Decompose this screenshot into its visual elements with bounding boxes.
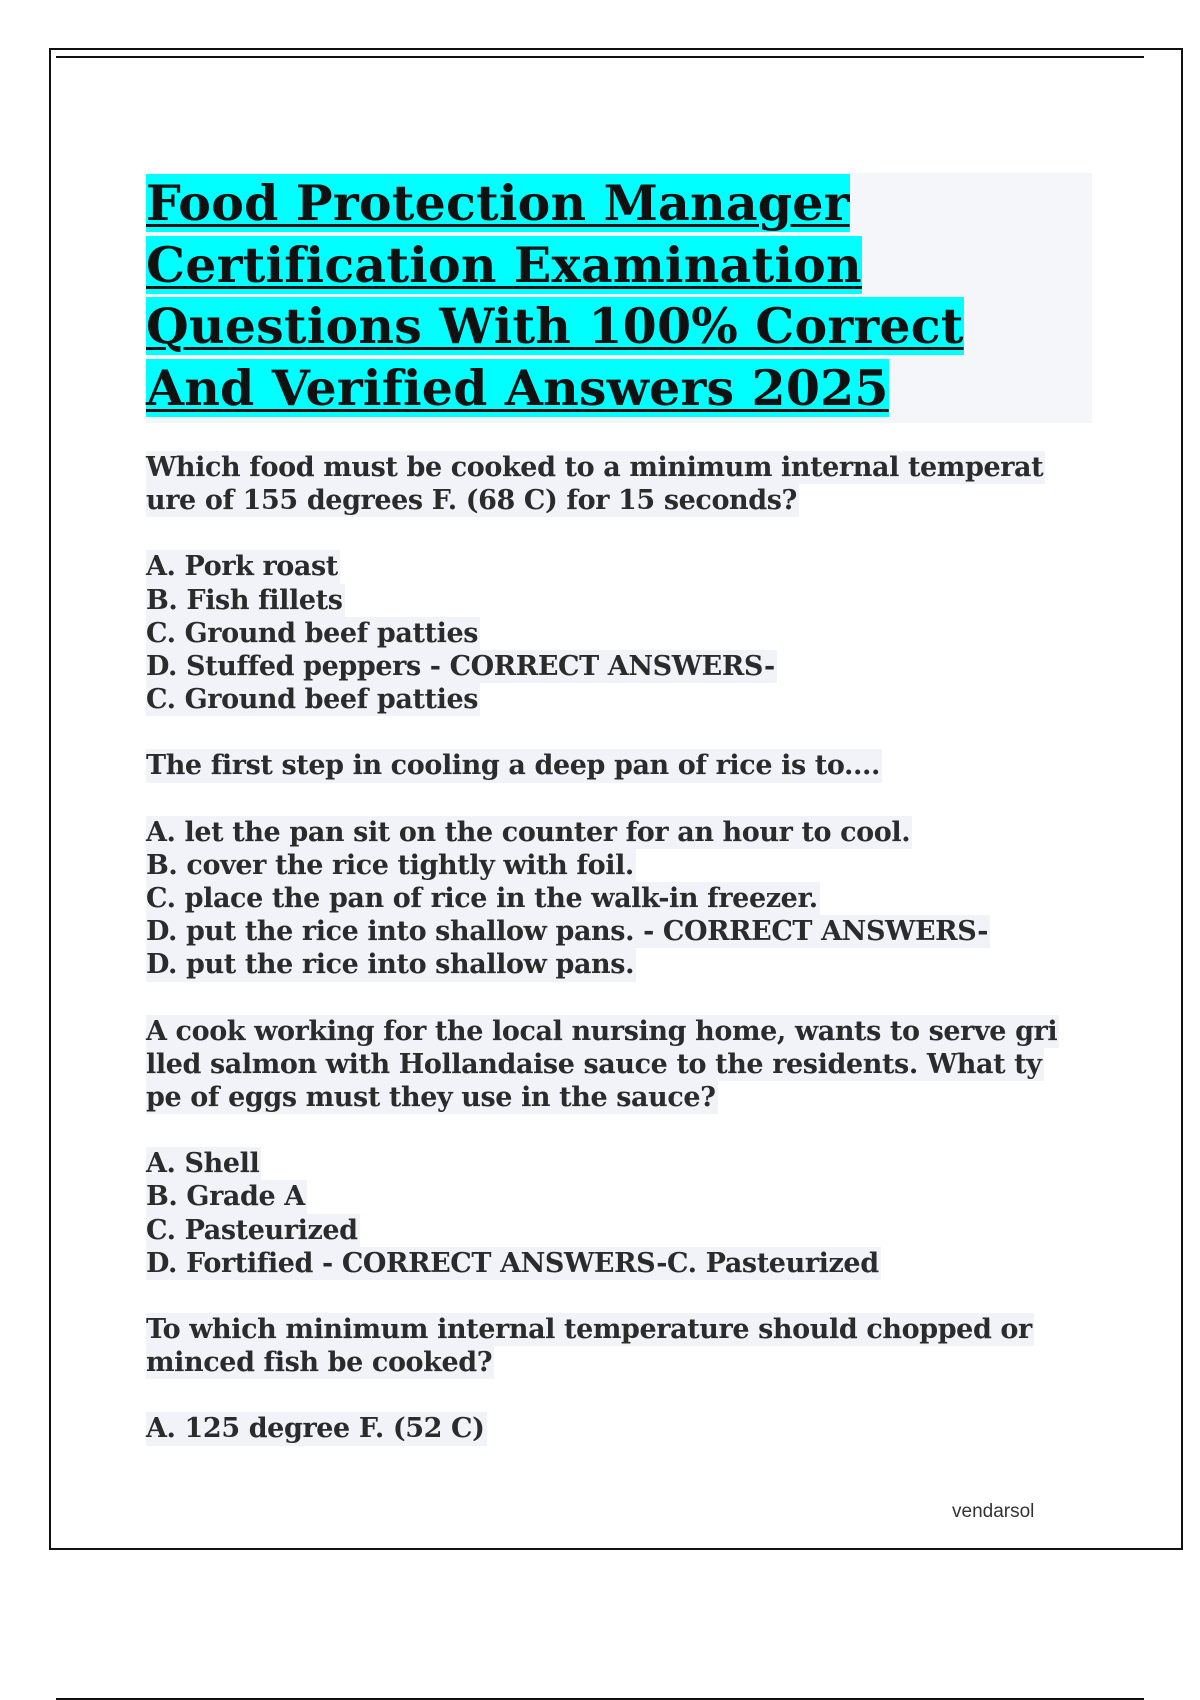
title-block: [146, 173, 1092, 423]
question-line: minced fish be cooked?: [146, 1347, 493, 1379]
answer-options: [146, 1412, 1092, 1445]
question-line: Which food must be cooked to a minimum internal temperat: [146, 452, 1044, 483]
question-text: [146, 749, 1092, 782]
title-line: And Verified Answers 2025: [146, 358, 889, 417]
option-line: D. Stuffed peppers - CORRECT ANSWERS-: [146, 651, 775, 683]
watermark-text: vendarsol: [952, 1501, 1035, 1522]
option-line: B. Grade A: [146, 1181, 305, 1213]
option-line: C. place the pan of rice in the walk-in freezer.: [146, 883, 818, 915]
document-title: [146, 173, 1092, 419]
option-line: A. 125 degree F. (52 C): [146, 1413, 485, 1445]
question-line: The first step in cooling a deep pan of rice is to....: [146, 750, 880, 782]
question-text: [146, 451, 1092, 517]
option-line: A. Pork roast: [146, 551, 338, 583]
option-line: C. Ground beef patties: [146, 617, 479, 649]
option-line: C. Pasteurized: [146, 1214, 358, 1246]
option-line: C. Ground beef patties: [146, 684, 479, 716]
option-line: A. Shell: [146, 1148, 260, 1180]
question-list: [146, 451, 1092, 1446]
option-line: D. Fortified - CORRECT ANSWERS-C. Pasteurized: [146, 1247, 879, 1279]
question-line: ure of 155 degrees F. (68 C) for 15 seconds?: [146, 485, 797, 517]
option-line: B. Fish fillets: [146, 584, 343, 616]
question-line: pe of eggs must they use in the sauce?: [146, 1082, 716, 1114]
option-line: A. let the pan sit on the counter for an hour to cool.: [146, 816, 911, 848]
question-line: A cook working for the local nursing home, wants to serve gri: [146, 1015, 1058, 1047]
option-line: D. put the rice into shallow pans.: [146, 949, 635, 981]
question-text: [146, 1015, 1092, 1115]
option-line: D. put the rice into shallow pans. - CORRECT ANSWERS-: [146, 916, 989, 948]
question-line: To which minimum internal temperature should chopped or: [146, 1314, 1032, 1346]
answer-options: [146, 816, 1092, 982]
question-line: lled salmon with Hollandaise sauce to the residents. What ty: [146, 1048, 1042, 1080]
title-line: Certification Examination: [146, 235, 862, 294]
option-line: B. cover the rice tightly with foil.: [146, 849, 634, 881]
title-line: Food Protection Manager: [146, 174, 850, 232]
answer-options: [146, 1147, 1092, 1280]
question-text: [146, 1313, 1092, 1379]
title-line: Questions With 100% Correct: [146, 297, 964, 355]
answer-options: [146, 550, 1092, 716]
document-content: [146, 173, 1092, 1479]
